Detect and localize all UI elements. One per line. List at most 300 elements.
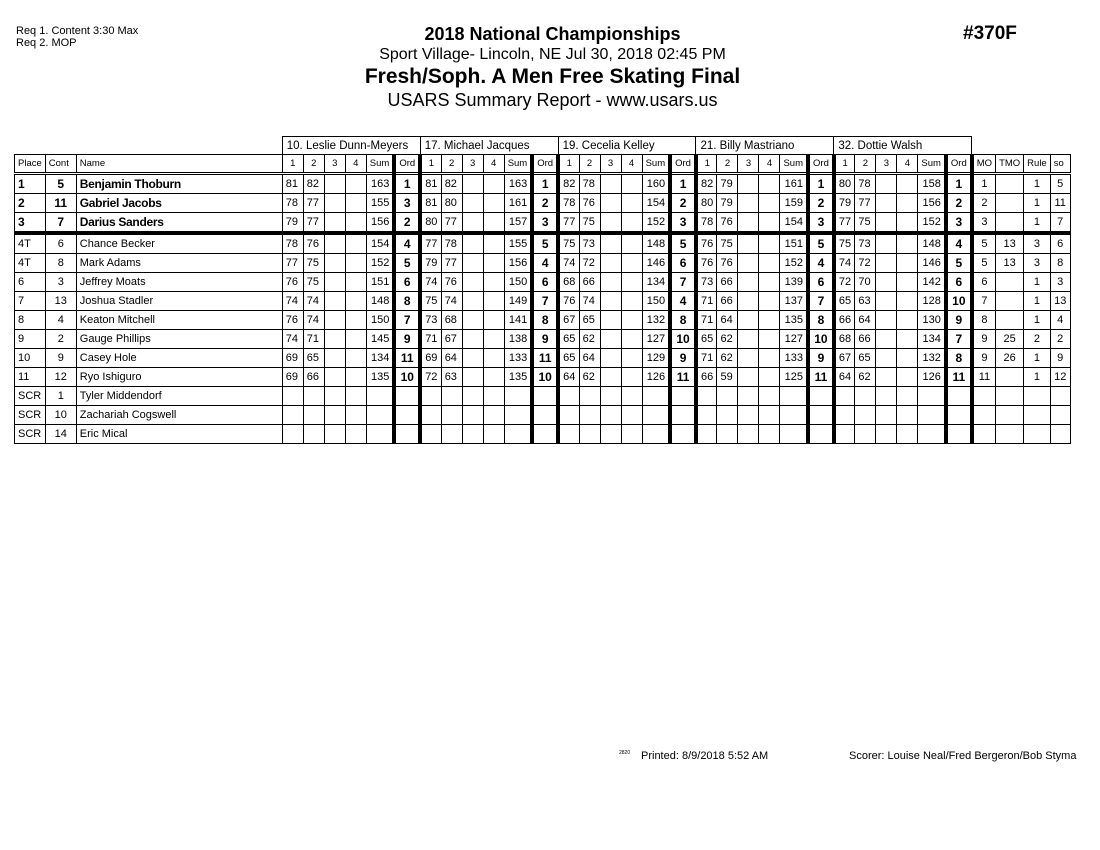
tmo-cell <box>996 273 1024 292</box>
mo-cell: 11 <box>972 368 996 387</box>
sum-cell: 128 <box>918 292 946 311</box>
score-cell <box>600 233 621 254</box>
skater-name: Casey Hole <box>76 349 282 368</box>
score-cell: 78 <box>282 194 303 213</box>
col-judge-1-2: 2 <box>303 155 324 174</box>
score-cell: 82 <box>558 174 579 194</box>
score-cell: 72 <box>579 254 600 273</box>
sum-cell: 156 <box>504 254 532 273</box>
cont-cell: 10 <box>45 406 76 425</box>
col-judge-2-ord: Ord <box>532 155 558 174</box>
score-cell <box>855 387 876 406</box>
ordinal-cell: 10 <box>808 330 834 349</box>
ordinal-cell: 6 <box>946 273 972 292</box>
score-cell <box>579 387 600 406</box>
col-judge-2-1: 1 <box>420 155 441 174</box>
ordinal-cell: 1 <box>532 174 558 194</box>
score-cell: 68 <box>558 273 579 292</box>
mo-cell: 5 <box>972 254 996 273</box>
score-cell <box>759 330 780 349</box>
score-cell <box>621 213 642 234</box>
score-cell: 65 <box>834 292 855 311</box>
score-cell <box>897 387 918 406</box>
score-cell: 76 <box>696 233 717 254</box>
score-cell: 76 <box>282 311 303 330</box>
score-cell <box>738 194 759 213</box>
score-cell: 59 <box>717 368 738 387</box>
so-cell: 6 <box>1050 233 1070 254</box>
score-cell: 74 <box>558 254 579 273</box>
score-cell <box>738 349 759 368</box>
ordinal-cell: 8 <box>532 311 558 330</box>
score-cell: 69 <box>282 349 303 368</box>
rule-cell: 3 <box>1024 254 1051 273</box>
score-cell: 77 <box>558 213 579 234</box>
sum-cell: 161 <box>780 174 808 194</box>
score-cell <box>462 425 483 444</box>
score-cell: 64 <box>579 349 600 368</box>
score-cell <box>876 330 897 349</box>
ordinal-cell: 10 <box>532 368 558 387</box>
score-cell: 75 <box>834 233 855 254</box>
score-cell <box>462 368 483 387</box>
score-cell: 77 <box>834 213 855 234</box>
score-cell: 77 <box>420 233 441 254</box>
ordinal-cell <box>532 425 558 444</box>
score-cell <box>600 273 621 292</box>
score-cell <box>345 311 366 330</box>
score-cell <box>324 311 345 330</box>
mo-cell: 2 <box>972 194 996 213</box>
rule-cell: 2 <box>1024 330 1051 349</box>
score-cell <box>483 425 504 444</box>
place-cell: 7 <box>15 292 46 311</box>
sum-cell: 149 <box>504 292 532 311</box>
judge-3-name: 19. Cecelia Kelley <box>558 137 696 155</box>
score-cell: 66 <box>717 273 738 292</box>
col-judge-5-3: 3 <box>876 155 897 174</box>
score-cell <box>420 406 441 425</box>
score-cell: 75 <box>303 273 324 292</box>
score-cell: 77 <box>282 254 303 273</box>
score-cell: 82 <box>441 174 462 194</box>
ordinal-cell <box>394 406 420 425</box>
score-cell <box>483 368 504 387</box>
score-cell <box>345 349 366 368</box>
table-row <box>15 406 1071 425</box>
score-cell <box>303 425 324 444</box>
sum-cell <box>642 406 670 425</box>
score-cell <box>717 387 738 406</box>
sum-cell: 148 <box>918 233 946 254</box>
report-subtitle: USARS Summary Report - www.usars.us <box>387 90 718 110</box>
place-cell: SCR <box>15 406 46 425</box>
ordinal-cell: 9 <box>946 311 972 330</box>
ordinal-cell: 2 <box>670 194 696 213</box>
score-cell <box>621 174 642 194</box>
col-cont: Cont <box>45 155 76 174</box>
col-judge-4-1: 1 <box>696 155 717 174</box>
score-cell: 62 <box>579 330 600 349</box>
tmo-cell <box>996 406 1024 425</box>
judge-2-name: 17. Michael Jacques <box>420 137 558 155</box>
score-cell <box>759 311 780 330</box>
score-cell <box>483 273 504 292</box>
table-row <box>15 311 1071 330</box>
column-header-row <box>15 155 1071 174</box>
col-judge-3-1: 1 <box>558 155 579 174</box>
score-cell <box>897 194 918 213</box>
sum-cell: 155 <box>504 233 532 254</box>
score-cell: 73 <box>855 233 876 254</box>
skater-name: Eric Mical <box>76 425 282 444</box>
sum-cell: 126 <box>918 368 946 387</box>
sum-cell <box>504 387 532 406</box>
score-cell <box>621 349 642 368</box>
sum-cell <box>780 387 808 406</box>
mo-cell <box>972 425 996 444</box>
score-cell <box>324 174 345 194</box>
ordinal-cell: 6 <box>670 254 696 273</box>
cont-cell: 5 <box>45 174 76 194</box>
score-cell <box>345 292 366 311</box>
sum-cell: 155 <box>366 194 394 213</box>
table-row <box>15 368 1071 387</box>
score-cell <box>759 292 780 311</box>
tmo-cell: 13 <box>996 233 1024 254</box>
rule-cell <box>1024 406 1051 425</box>
ordinal-cell: 11 <box>394 349 420 368</box>
so-cell: 13 <box>1050 292 1070 311</box>
cont-cell: 3 <box>45 273 76 292</box>
skater-name: Keaton Mitchell <box>76 311 282 330</box>
score-cell: 74 <box>282 292 303 311</box>
score-cell <box>759 213 780 234</box>
col-judge-4-sum: Sum <box>780 155 808 174</box>
score-cell <box>345 387 366 406</box>
col-place: Place <box>15 155 46 174</box>
venue-date: Sport Village- Lincoln, NE Jul 30, 2018 02:45 PM <box>379 46 726 63</box>
table-row <box>15 213 1071 234</box>
ordinal-cell: 10 <box>946 292 972 311</box>
score-cell <box>876 349 897 368</box>
score-cell <box>759 233 780 254</box>
place-cell: 4T <box>15 233 46 254</box>
score-cell <box>324 368 345 387</box>
score-cell <box>462 349 483 368</box>
score-cell <box>876 213 897 234</box>
mo-cell: 1 <box>972 174 996 194</box>
score-cell: 63 <box>855 292 876 311</box>
score-cell <box>897 254 918 273</box>
mo-cell: 6 <box>972 273 996 292</box>
ordinal-cell <box>946 406 972 425</box>
judge-5-name: 32. Dottie Walsh <box>834 137 972 155</box>
score-cell: 77 <box>303 194 324 213</box>
score-cell: 76 <box>717 213 738 234</box>
sum-cell: 157 <box>504 213 532 234</box>
score-cell: 62 <box>855 368 876 387</box>
score-cell <box>897 174 918 194</box>
score-cell: 68 <box>441 311 462 330</box>
col-judge-3-2: 2 <box>579 155 600 174</box>
skater-name: Mark Adams <box>76 254 282 273</box>
score-cell <box>324 330 345 349</box>
score-cell: 66 <box>696 368 717 387</box>
cont-cell: 14 <box>45 425 76 444</box>
score-cell: 69 <box>420 349 441 368</box>
so-cell: 4 <box>1050 311 1070 330</box>
sum-cell <box>642 387 670 406</box>
ordinal-cell <box>532 406 558 425</box>
score-cell: 72 <box>420 368 441 387</box>
score-cell <box>738 425 759 444</box>
rule-cell <box>1024 387 1051 406</box>
rule-cell: 1 <box>1024 213 1051 234</box>
col-judge-3-ord: Ord <box>670 155 696 174</box>
score-cell: 67 <box>558 311 579 330</box>
ordinal-cell: 1 <box>670 174 696 194</box>
sum-cell: 163 <box>504 174 532 194</box>
score-cell <box>600 387 621 406</box>
score-cell: 78 <box>696 213 717 234</box>
ordinal-cell: 6 <box>394 273 420 292</box>
ordinal-cell: 1 <box>808 174 834 194</box>
score-cell: 73 <box>579 233 600 254</box>
col-judge-2-4: 4 <box>483 155 504 174</box>
score-cell <box>759 387 780 406</box>
score-cell <box>738 233 759 254</box>
col-mo: MO <box>972 155 996 174</box>
ordinal-cell: 7 <box>946 330 972 349</box>
col-name: Name <box>76 155 282 174</box>
table-row <box>15 330 1071 349</box>
skater-name: Tyler Middendorf <box>76 387 282 406</box>
rule-cell: 1 <box>1024 349 1051 368</box>
score-cell <box>876 174 897 194</box>
score-cell: 74 <box>420 273 441 292</box>
score-cell <box>696 387 717 406</box>
mo-cell: 9 <box>972 349 996 368</box>
score-cell: 74 <box>282 330 303 349</box>
sum-cell: 129 <box>642 349 670 368</box>
ordinal-cell: 11 <box>808 368 834 387</box>
event-name: 2018 National Championships <box>424 24 681 44</box>
ordinal-cell: 2 <box>808 194 834 213</box>
score-cell <box>759 349 780 368</box>
score-cell <box>579 425 600 444</box>
score-cell: 71 <box>696 311 717 330</box>
ordinal-cell: 5 <box>946 254 972 273</box>
table-row <box>15 174 1071 194</box>
score-cell: 66 <box>303 368 324 387</box>
score-cell <box>462 406 483 425</box>
sum-cell: 133 <box>504 349 532 368</box>
score-cell: 77 <box>303 213 324 234</box>
score-cell <box>759 174 780 194</box>
score-cell: 67 <box>441 330 462 349</box>
ordinal-cell: 5 <box>532 233 558 254</box>
score-cell <box>600 425 621 444</box>
ordinal-cell: 11 <box>532 349 558 368</box>
requirements <box>16 25 138 49</box>
sum-cell: 145 <box>366 330 394 349</box>
ordinal-cell: 5 <box>394 254 420 273</box>
score-cell <box>324 213 345 234</box>
score-cell: 75 <box>420 292 441 311</box>
score-cell <box>621 387 642 406</box>
score-cell: 77 <box>441 254 462 273</box>
score-cell <box>759 406 780 425</box>
score-cell <box>282 425 303 444</box>
score-cell <box>483 387 504 406</box>
scorer-names: Scorer: Louise Neal/Fred Bergeron/Bob Styma <box>849 750 1077 762</box>
tmo-cell <box>996 368 1024 387</box>
score-cell <box>483 349 504 368</box>
col-judge-2-sum: Sum <box>504 155 532 174</box>
score-cell <box>717 425 738 444</box>
sum-cell: 151 <box>366 273 394 292</box>
sum-cell: 158 <box>918 174 946 194</box>
ordinal-cell: 9 <box>394 330 420 349</box>
sum-cell <box>780 425 808 444</box>
sum-cell <box>366 406 394 425</box>
col-so: so <box>1050 155 1070 174</box>
score-cell: 74 <box>579 292 600 311</box>
score-cell <box>738 254 759 273</box>
score-cell: 68 <box>834 330 855 349</box>
ordinal-cell: 11 <box>946 368 972 387</box>
score-cell: 75 <box>303 254 324 273</box>
sum-cell: 134 <box>366 349 394 368</box>
sum-cell: 151 <box>780 233 808 254</box>
col-judge-3-4: 4 <box>621 155 642 174</box>
score-cell <box>738 311 759 330</box>
score-cell: 75 <box>579 213 600 234</box>
score-cell <box>696 425 717 444</box>
score-cell <box>600 213 621 234</box>
score-cell <box>759 254 780 273</box>
so-cell: 8 <box>1050 254 1070 273</box>
skater-name: Ryo Ishiguro <box>76 368 282 387</box>
score-cell: 74 <box>834 254 855 273</box>
score-cell: 64 <box>558 368 579 387</box>
score-cell <box>483 194 504 213</box>
score-cell: 71 <box>303 330 324 349</box>
tmo-cell <box>996 194 1024 213</box>
col-judge-2-3: 3 <box>462 155 483 174</box>
score-cell: 71 <box>696 349 717 368</box>
sum-cell: 148 <box>642 233 670 254</box>
score-cell <box>462 311 483 330</box>
score-cell: 81 <box>420 194 441 213</box>
col-judge-4-3: 3 <box>738 155 759 174</box>
sum-cell <box>366 425 394 444</box>
mo-cell <box>972 406 996 425</box>
score-cell: 81 <box>282 174 303 194</box>
col-judge-1-4: 4 <box>345 155 366 174</box>
ordinal-cell: 5 <box>808 233 834 254</box>
score-cell <box>738 273 759 292</box>
score-cell: 82 <box>696 174 717 194</box>
ordinal-cell: 7 <box>670 273 696 292</box>
score-cell: 81 <box>420 174 441 194</box>
score-cell <box>483 213 504 234</box>
score-cell <box>621 194 642 213</box>
table-row <box>15 387 1071 406</box>
score-cell: 64 <box>834 368 855 387</box>
col-judge-1-sum: Sum <box>366 155 394 174</box>
score-cell <box>738 213 759 234</box>
sum-cell <box>504 425 532 444</box>
sum-cell: 139 <box>780 273 808 292</box>
table-row <box>15 254 1071 273</box>
score-cell <box>483 174 504 194</box>
place-cell: 3 <box>15 213 46 234</box>
score-cell <box>483 254 504 273</box>
ordinal-cell: 10 <box>394 368 420 387</box>
sum-cell: 125 <box>780 368 808 387</box>
place-cell: 11 <box>15 368 46 387</box>
score-cell: 66 <box>579 273 600 292</box>
score-cell: 77 <box>441 213 462 234</box>
table-row <box>15 194 1071 213</box>
ordinal-cell <box>670 387 696 406</box>
sum-cell: 137 <box>780 292 808 311</box>
sum-cell: 134 <box>642 273 670 292</box>
score-cell <box>621 406 642 425</box>
score-cell <box>324 194 345 213</box>
score-cell <box>621 330 642 349</box>
score-cell <box>324 406 345 425</box>
score-cell: 73 <box>696 273 717 292</box>
score-cell <box>282 387 303 406</box>
score-cell: 65 <box>558 330 579 349</box>
score-cell: 76 <box>282 273 303 292</box>
sum-cell: 146 <box>642 254 670 273</box>
sum-cell: 135 <box>780 311 808 330</box>
table-row <box>15 273 1071 292</box>
sum-cell: 154 <box>366 233 394 254</box>
tmo-cell <box>996 174 1024 194</box>
score-cell <box>621 233 642 254</box>
sum-cell: 156 <box>366 213 394 234</box>
sum-cell: 160 <box>642 174 670 194</box>
score-cell <box>717 406 738 425</box>
tmo-cell: 25 <box>996 330 1024 349</box>
sum-cell: 150 <box>642 292 670 311</box>
sum-cell: 152 <box>642 213 670 234</box>
so-cell: 3 <box>1050 273 1070 292</box>
score-cell <box>600 174 621 194</box>
score-cell <box>738 330 759 349</box>
rule-cell: 1 <box>1024 311 1051 330</box>
score-cell <box>462 213 483 234</box>
score-cell: 76 <box>696 254 717 273</box>
mo-cell: 5 <box>972 233 996 254</box>
score-cell <box>897 406 918 425</box>
table-row <box>15 349 1071 368</box>
col-judge-5-1: 1 <box>834 155 855 174</box>
ordinal-cell: 5 <box>670 233 696 254</box>
results-table <box>14 136 1071 444</box>
score-cell <box>897 273 918 292</box>
score-cell <box>876 273 897 292</box>
ordinal-cell: 1 <box>394 174 420 194</box>
score-cell: 75 <box>717 233 738 254</box>
ordinal-cell: 3 <box>670 213 696 234</box>
col-judge-4-2: 2 <box>717 155 738 174</box>
